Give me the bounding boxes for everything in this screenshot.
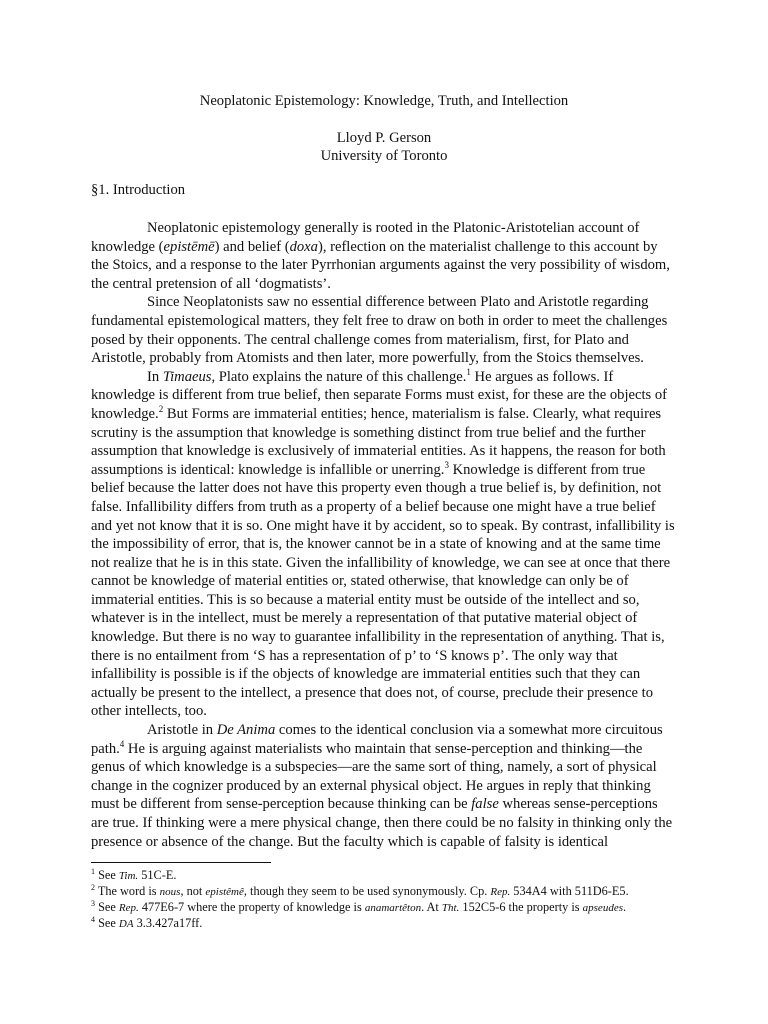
footnote-3: $^3$ See Rep. 477E6-7 where the property of knowledge is anamartêton. At Tht. 152C5-6 the property is apseudes. (91, 899, 627, 914)
paragraph-4: Aristotle in De Anima comes to the identical conclusion via a somewhat more circuitous path.$^4$ He is arguing against materialists who maintain that sense-perception and thinking—the genus of which knowledge is a subspecies—are the same sort of thing, namely, a sort of physical change in the cognizer produced by an external physical object. He argues in reply that thinking must be different from sense-perception because thinking can be false whereas sense-perceptions are true. If thinking were a mere physical change, then there could be no falsity in thinking only the presence or absence of the change. But the faculty which is capable of falsity is identical (91, 722, 673, 850)
work-title: Timaeus (162, 368, 212, 385)
paragraph-3: In Timaeus, Plato explains the nature of this challenge.$^1$ He argues as follows. If knowledge is different from true belief, then separate Forms must exist, for these are the objects of knowledge.$^2$ But Forms are immaterial entities; hence, materialism is false. Clearly, what requires scrutiny is the assumption that knowledge is something distinct from true belief and the further assumption that knowledge is exclusively of immaterial entities. As it happens, the reason for both assumptions is identical: knowledge is infallible or unerring.$^3$ Knowledge is different from true belief because the latter does not have this property even though a true belief is, by definition, not false. Infallibility differs from truth as a property of a belief because one might have a true belief and yet not know that it is so. One might have it by accident, so to speak. By contrast, infallibility is the impossibility of error, that is, the knower cannot be in a state of knowing and at the same time not realize that he is in this state. Given the infallibility of knowledge, we can see at once that there cannot be knowledge of material entities or, stated otherwise, that knowledge can only be of immaterial entities. This is so because a material entity must be outside of the intellect and so, whatever is in the intellect, must be merely a representation of that putative material object of knowledge. But there is no way to guarantee infallibility in the representation of anything. That is, there is no entailment from ‘S has a representation of p’ to ‘S knows p’. The only way that infallibility is possible is if the objects of knowledge are immaterial entities such that they can actually be present to the intellect, a presence that does not, of course, preclude their presence to other intellects, too. (91, 366, 675, 720)
author-affiliation: University of Toronto (320, 148, 448, 164)
paragraph-2: Since Neoplatonists saw no essential difference between Plato and Aristotle regarding fundamental epistemological matters, they felt free to draw on both in order to meet the challenges posed by their opponents. The central challenge comes from materialism, first, for Plato and Aristotle, probably from Atomists and then later, more powerfully, from the Stoics themselves. (91, 294, 668, 367)
paper-title: Neoplatonic Epistemology: Knowledge, Truth, and Intellection (199, 93, 569, 109)
paragraph-1: Neoplatonic epistemology generally is rooted in the Platonic-Aristotelian account of knowledge (epistēmē) and belief (doxa), reflection on the materialist challenge to this account by the Stoics, and a response to the later Pyrrhonian arguments against the very possibility of wisdom, the central pretension of all ‘dogmatists’. (91, 220, 670, 292)
footnote-ref-1[interactable]: 1 (466, 366, 471, 377)
footnote-1: $^1$ See Tim. 51C-E. (91, 867, 177, 882)
footnote-ref-2[interactable]: 2 (158, 403, 164, 414)
footnote-ref-4[interactable]: 4 (119, 738, 125, 749)
author-name: Lloyd P. Gerson (336, 130, 432, 146)
section-heading: §1. Introduction (91, 182, 186, 198)
body-text (91, 219, 677, 851)
work-title: De Anima (216, 722, 276, 739)
footnote-divider (91, 862, 271, 863)
footnote-ref-3[interactable]: 3 (444, 459, 449, 470)
footnote-2: $^2$ The word is nous, not epistêmê, though they seem to be used synonymously. Cp. Rep. 534A4 with 511D6-E5. (91, 883, 629, 898)
footnotes (91, 868, 691, 932)
footnote-4: $^4$ See DA 3.3.427a17ff. (91, 915, 203, 930)
